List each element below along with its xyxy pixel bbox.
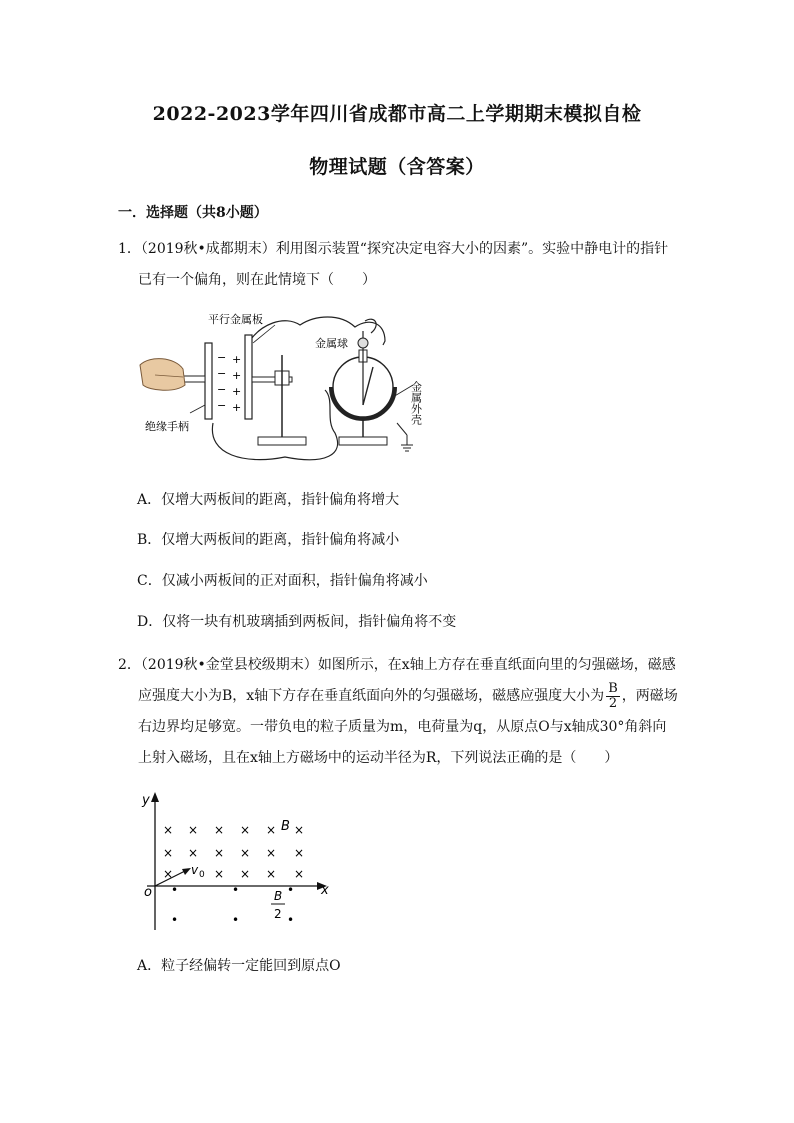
field-dot: • (171, 913, 179, 927)
q1-option-c[interactable]: C．仅减小两板间的正对面积，指针偏角将减小 (137, 573, 428, 589)
field-cross: × (188, 823, 199, 837)
field-b-half-den: 2 (274, 907, 282, 921)
field-cross: × (214, 823, 225, 837)
label-ball: 金属球 (315, 337, 348, 350)
question-1 (118, 234, 688, 296)
question-2-text-2a: 应强度大小为B，x轴下方存在垂直纸面向外的匀强磁场，磁感应强度大小为 (138, 688, 605, 704)
q2-option-a[interactable]: A．粒子经偏转一定能回到原点O (137, 958, 341, 974)
charge-minus: − (217, 399, 227, 412)
document-title-line1: 2022-2023学年四川省成都市高二上学期期末模拟自检 (152, 103, 642, 125)
question-1-line1 (118, 234, 688, 265)
right-plate (245, 335, 252, 419)
field-dot: • (287, 913, 295, 927)
question-2-source: （2019秋•金堂县校级期末） (140, 657, 318, 673)
label-shell: 金属外壳 (409, 381, 423, 425)
question-1-number: 1． (118, 241, 141, 257)
q1-option-b[interactable]: B．仅增大两板间的距离，指针偏角将减小 (137, 532, 400, 548)
field-cross: × (294, 823, 305, 837)
field-cross: × (240, 846, 251, 860)
origin-label: o (144, 885, 152, 900)
charge-minus: − (217, 351, 227, 364)
field-cross: × (163, 846, 174, 860)
field-cross: × (240, 867, 251, 881)
question-1-text-2: 已有一个偏角，则在此情境下（ ） (138, 272, 376, 288)
field-cross: × (266, 846, 277, 860)
question-2 (118, 650, 698, 774)
label-handle: 绝缘手柄 (145, 420, 189, 433)
field-cross: × (294, 846, 305, 860)
document-title-line2: 物理试题（含答案） (309, 156, 485, 178)
charge-plus: + (232, 401, 242, 414)
q1-option-a[interactable]: A．仅增大两板间的距离，指针偏角将增大 (137, 492, 400, 508)
charge-minus: − (217, 367, 227, 380)
charge-plus: + (232, 369, 242, 382)
wire-to-ball (365, 319, 376, 333)
field-cross: × (163, 823, 174, 837)
question-1-source: （2019秋•成都期末） (140, 241, 276, 257)
field-cross: × (240, 823, 251, 837)
x-axis-label: x (321, 883, 329, 898)
question-2-text-1: 如图所示，在x轴上方存在垂直纸面向里的匀强磁场，磁感 (317, 657, 676, 673)
field-b-half-num: B (274, 889, 283, 903)
field-b-label: B (281, 819, 290, 834)
section-heading: 一．选择题（共8小题） (118, 205, 268, 221)
left-plate (205, 343, 212, 419)
fraction-numerator: B (608, 680, 618, 696)
field-dot: • (232, 883, 240, 897)
y-axis-arrow (151, 792, 159, 802)
q1-option-d[interactable]: D．仅将一块有机玻璃插到两板间，指针偏角将不变 (137, 614, 457, 630)
field-dot: • (171, 883, 179, 897)
y-axis-label: y (142, 793, 150, 808)
question-2-text-2b: ，两磁场 (621, 688, 678, 704)
question-2-line1 (118, 650, 698, 681)
field-cross: × (214, 867, 225, 881)
field-cross: × (266, 823, 277, 837)
field-dot: • (232, 913, 240, 927)
question-2-number: 2． (118, 657, 141, 673)
field-dot: • (287, 883, 295, 897)
hand-illustration (140, 359, 185, 391)
label-plates: 平行金属板 (208, 313, 263, 326)
metal-ball (358, 338, 368, 348)
charge-minus: − (217, 383, 227, 396)
question-1-text-1: 利用图示装置“探究决定电容大小的因素”。实验中静电计的指针 (275, 241, 669, 257)
capacitor-figure (135, 305, 455, 470)
question-2-text-3: 右边界均足够宽。一带负电的粒子质量为m，电荷量为q，从原点O与x轴成30°角斜向 (138, 719, 667, 735)
question-2-text-4: 上射入磁场，且在x轴上方磁场中的运动半径为R，下列说法正确的是（ ） (138, 750, 619, 766)
fraction-b-over-2 (606, 682, 620, 711)
magnetic-field-figure (135, 790, 345, 940)
fraction-denominator: 2 (608, 695, 618, 711)
question-2-line2 (118, 681, 698, 712)
charge-plus: + (232, 353, 242, 366)
field-cross: × (266, 867, 277, 881)
field-cross: × (214, 846, 225, 860)
field-cross: × (188, 846, 199, 860)
field-cross: × (294, 867, 305, 881)
charge-plus: + (232, 385, 242, 398)
field-cross: × (163, 867, 174, 881)
v0-subscript: 0 (199, 870, 205, 880)
v0-label: v (191, 863, 199, 877)
